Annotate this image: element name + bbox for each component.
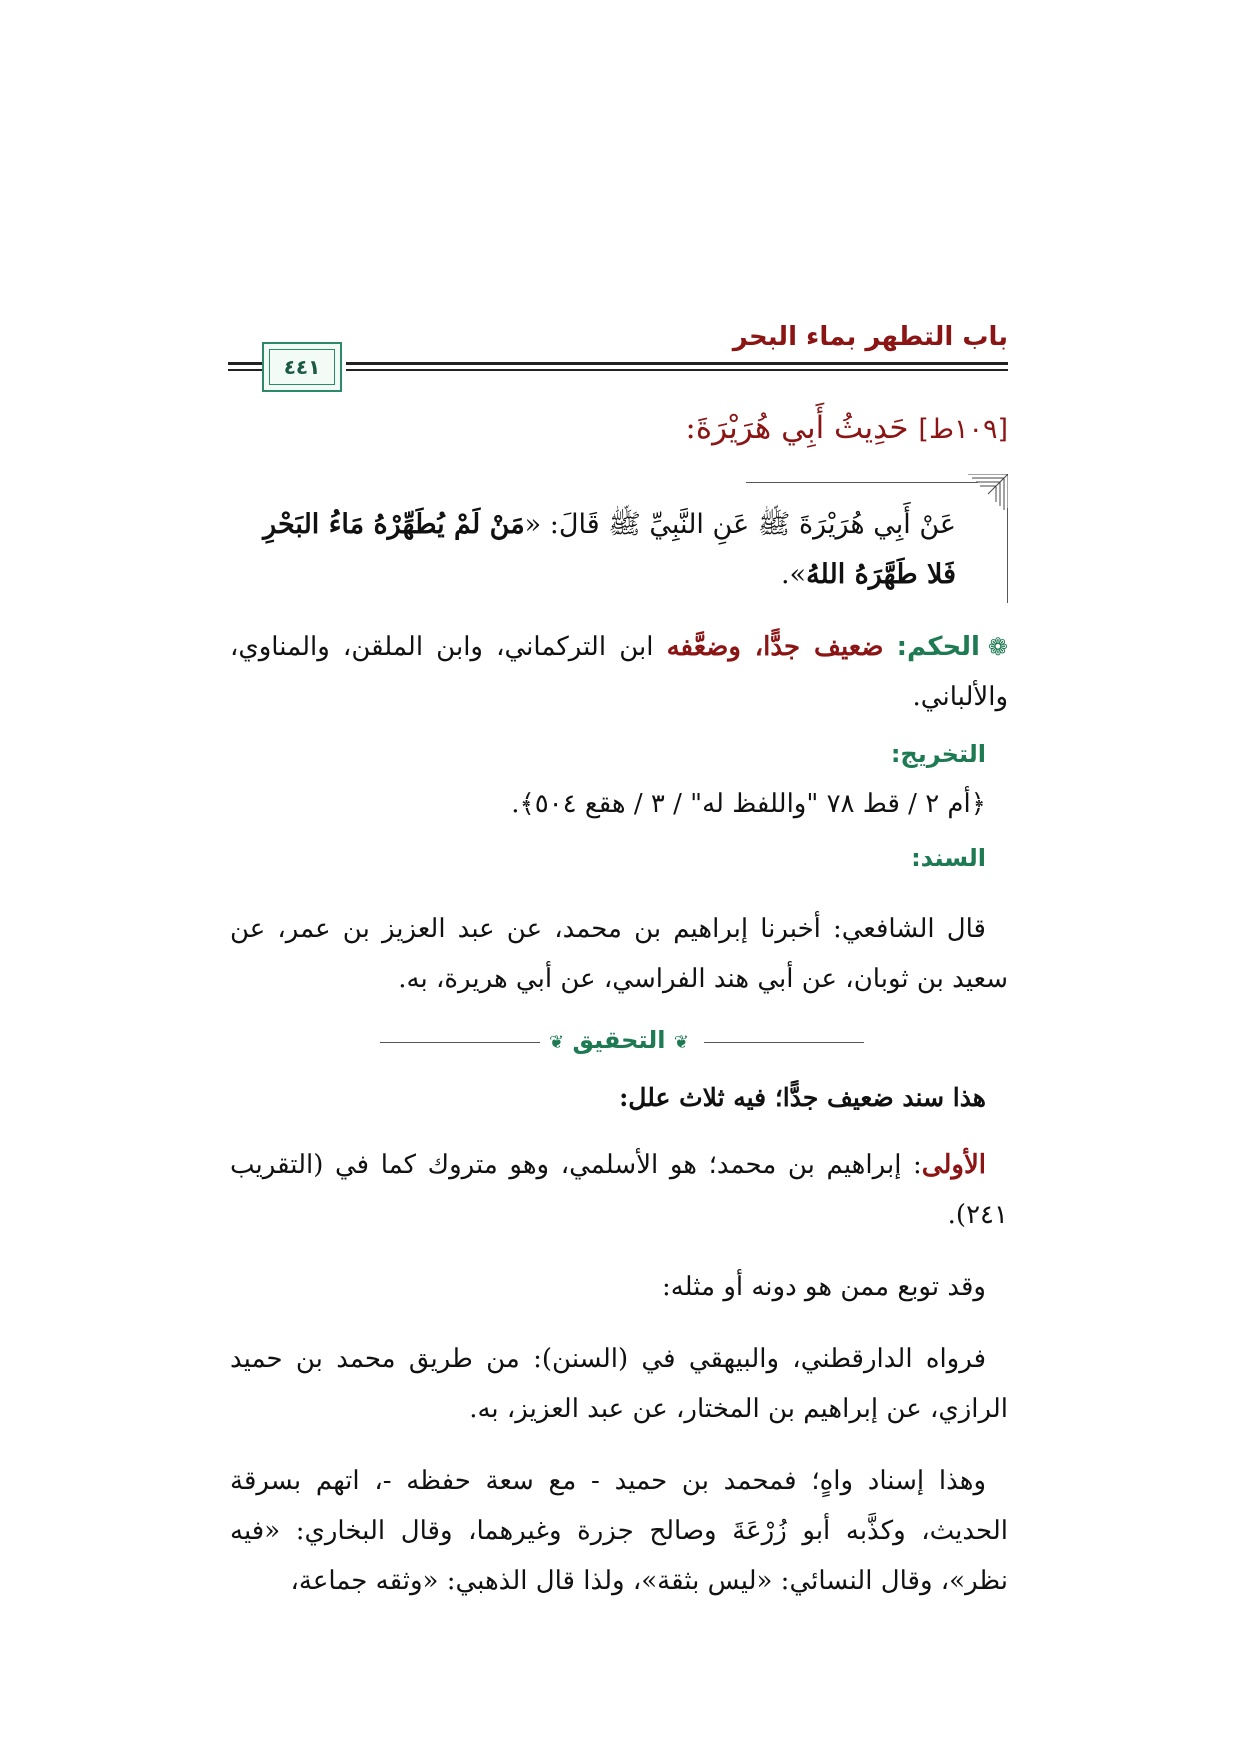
hadith-end: ». bbox=[780, 559, 807, 590]
page-number-badge bbox=[262, 342, 342, 392]
page-number: ٤٤١ bbox=[283, 355, 321, 379]
chapter-title: باب التطهر بماء البحر bbox=[732, 322, 1008, 352]
tahqiq-divider bbox=[230, 1022, 1008, 1062]
page-header bbox=[230, 300, 1008, 392]
divider-line-left bbox=[380, 1042, 540, 1043]
paragraph-assessment: وهذا إسناد واهٍ؛ فمحمد بن حميد - مع سعة حفظه -، اتهم بسرقة الحديث، وكذَّبه أبو زُرْعَةَ وصالح جزرة وغيرهما، وقال البخاري: «فيه نظر»، وقال النسائي: «ليس بثقة»، ولذا قال الذهبي: «وثقه جماعة، bbox=[230, 1466, 1008, 1596]
tahqiq-label: التحقيق bbox=[572, 1026, 666, 1054]
first-defect-label: الأولى bbox=[921, 1150, 986, 1180]
takhrij-heading: التخريج: bbox=[890, 740, 986, 768]
tahqiq-heading bbox=[230, 1026, 1008, 1054]
ruling-text: ابن التركماني، وابن الملقن، والمناوي، والألباني. bbox=[230, 632, 1008, 712]
box-side-rule bbox=[1007, 508, 1008, 603]
sanad-heading: السند: bbox=[911, 844, 986, 872]
box-top-rule bbox=[746, 482, 978, 483]
hadith-text bbox=[260, 500, 956, 600]
hadith-quote: مَنْ لَمْ يُطَهِّرْهُ مَاءُ البَحْرِ فَلا طَهَّرَهُ اللهُ bbox=[263, 509, 956, 590]
hadith-title bbox=[230, 406, 1008, 452]
first-defect-text: : إبراهيم بن محمد؛ هو الأسلمي، وهو متروك كما في (التقريب ٢٤١). bbox=[230, 1150, 1008, 1230]
ruling-label: الحكم: bbox=[896, 632, 980, 662]
hadith-number: [١٠٩ط] bbox=[918, 414, 1008, 445]
header-rule-short bbox=[228, 362, 262, 365]
ornament-icon: ❦ bbox=[673, 1032, 689, 1053]
hadith-intro: عَنْ أَبِي هُرَيْرَةَ ﷺ عَنِ النَّبِيِّ ﷺ قَالَ: « bbox=[524, 509, 956, 540]
paragraph-follow-up: وقد توبع ممن هو دونه أو مثله: bbox=[661, 1272, 986, 1302]
paragraph-narration: فرواه الدارقطني، والبيهقي في (السنن): من طريق محمد بن حميد الرازي، عن إبراهيم بن المختار، عن عبد العزيز، به. bbox=[230, 1344, 1008, 1424]
flower-icon: ❁ bbox=[987, 633, 1009, 661]
ruling-verdict: ضعيف جدًّا، وضعَّفه bbox=[666, 632, 884, 662]
header-rule bbox=[346, 362, 1008, 365]
tahqiq-summary: هذا سند ضعيف جدًّا؛ فيه ثلاث علل: bbox=[619, 1083, 986, 1112]
page bbox=[230, 300, 1008, 1606]
ruling-paragraph bbox=[230, 622, 1008, 722]
ornament-icon: ❦ bbox=[549, 1032, 565, 1053]
hadith-title-text: حَدِيثُ أَبِي هُرَيْرَةَ: bbox=[685, 410, 909, 446]
corner-ornament-icon bbox=[968, 474, 1008, 514]
takhrij-sources: ﴿أم ٢ / قط ٧٨ "واللفظ له" / ٣ / هقع ٥٠٤﴾. bbox=[511, 789, 986, 819]
first-defect bbox=[230, 1140, 1008, 1240]
sanad-text: قال الشافعي: أخبرنا إبراهيم بن محمد، عن عبد العزيز بن عمر، عن سعيد بن ثوبان، عن أبي هند الفراسي، عن أبي هريرة، به. bbox=[230, 914, 1008, 994]
hadith-box bbox=[230, 474, 1008, 600]
